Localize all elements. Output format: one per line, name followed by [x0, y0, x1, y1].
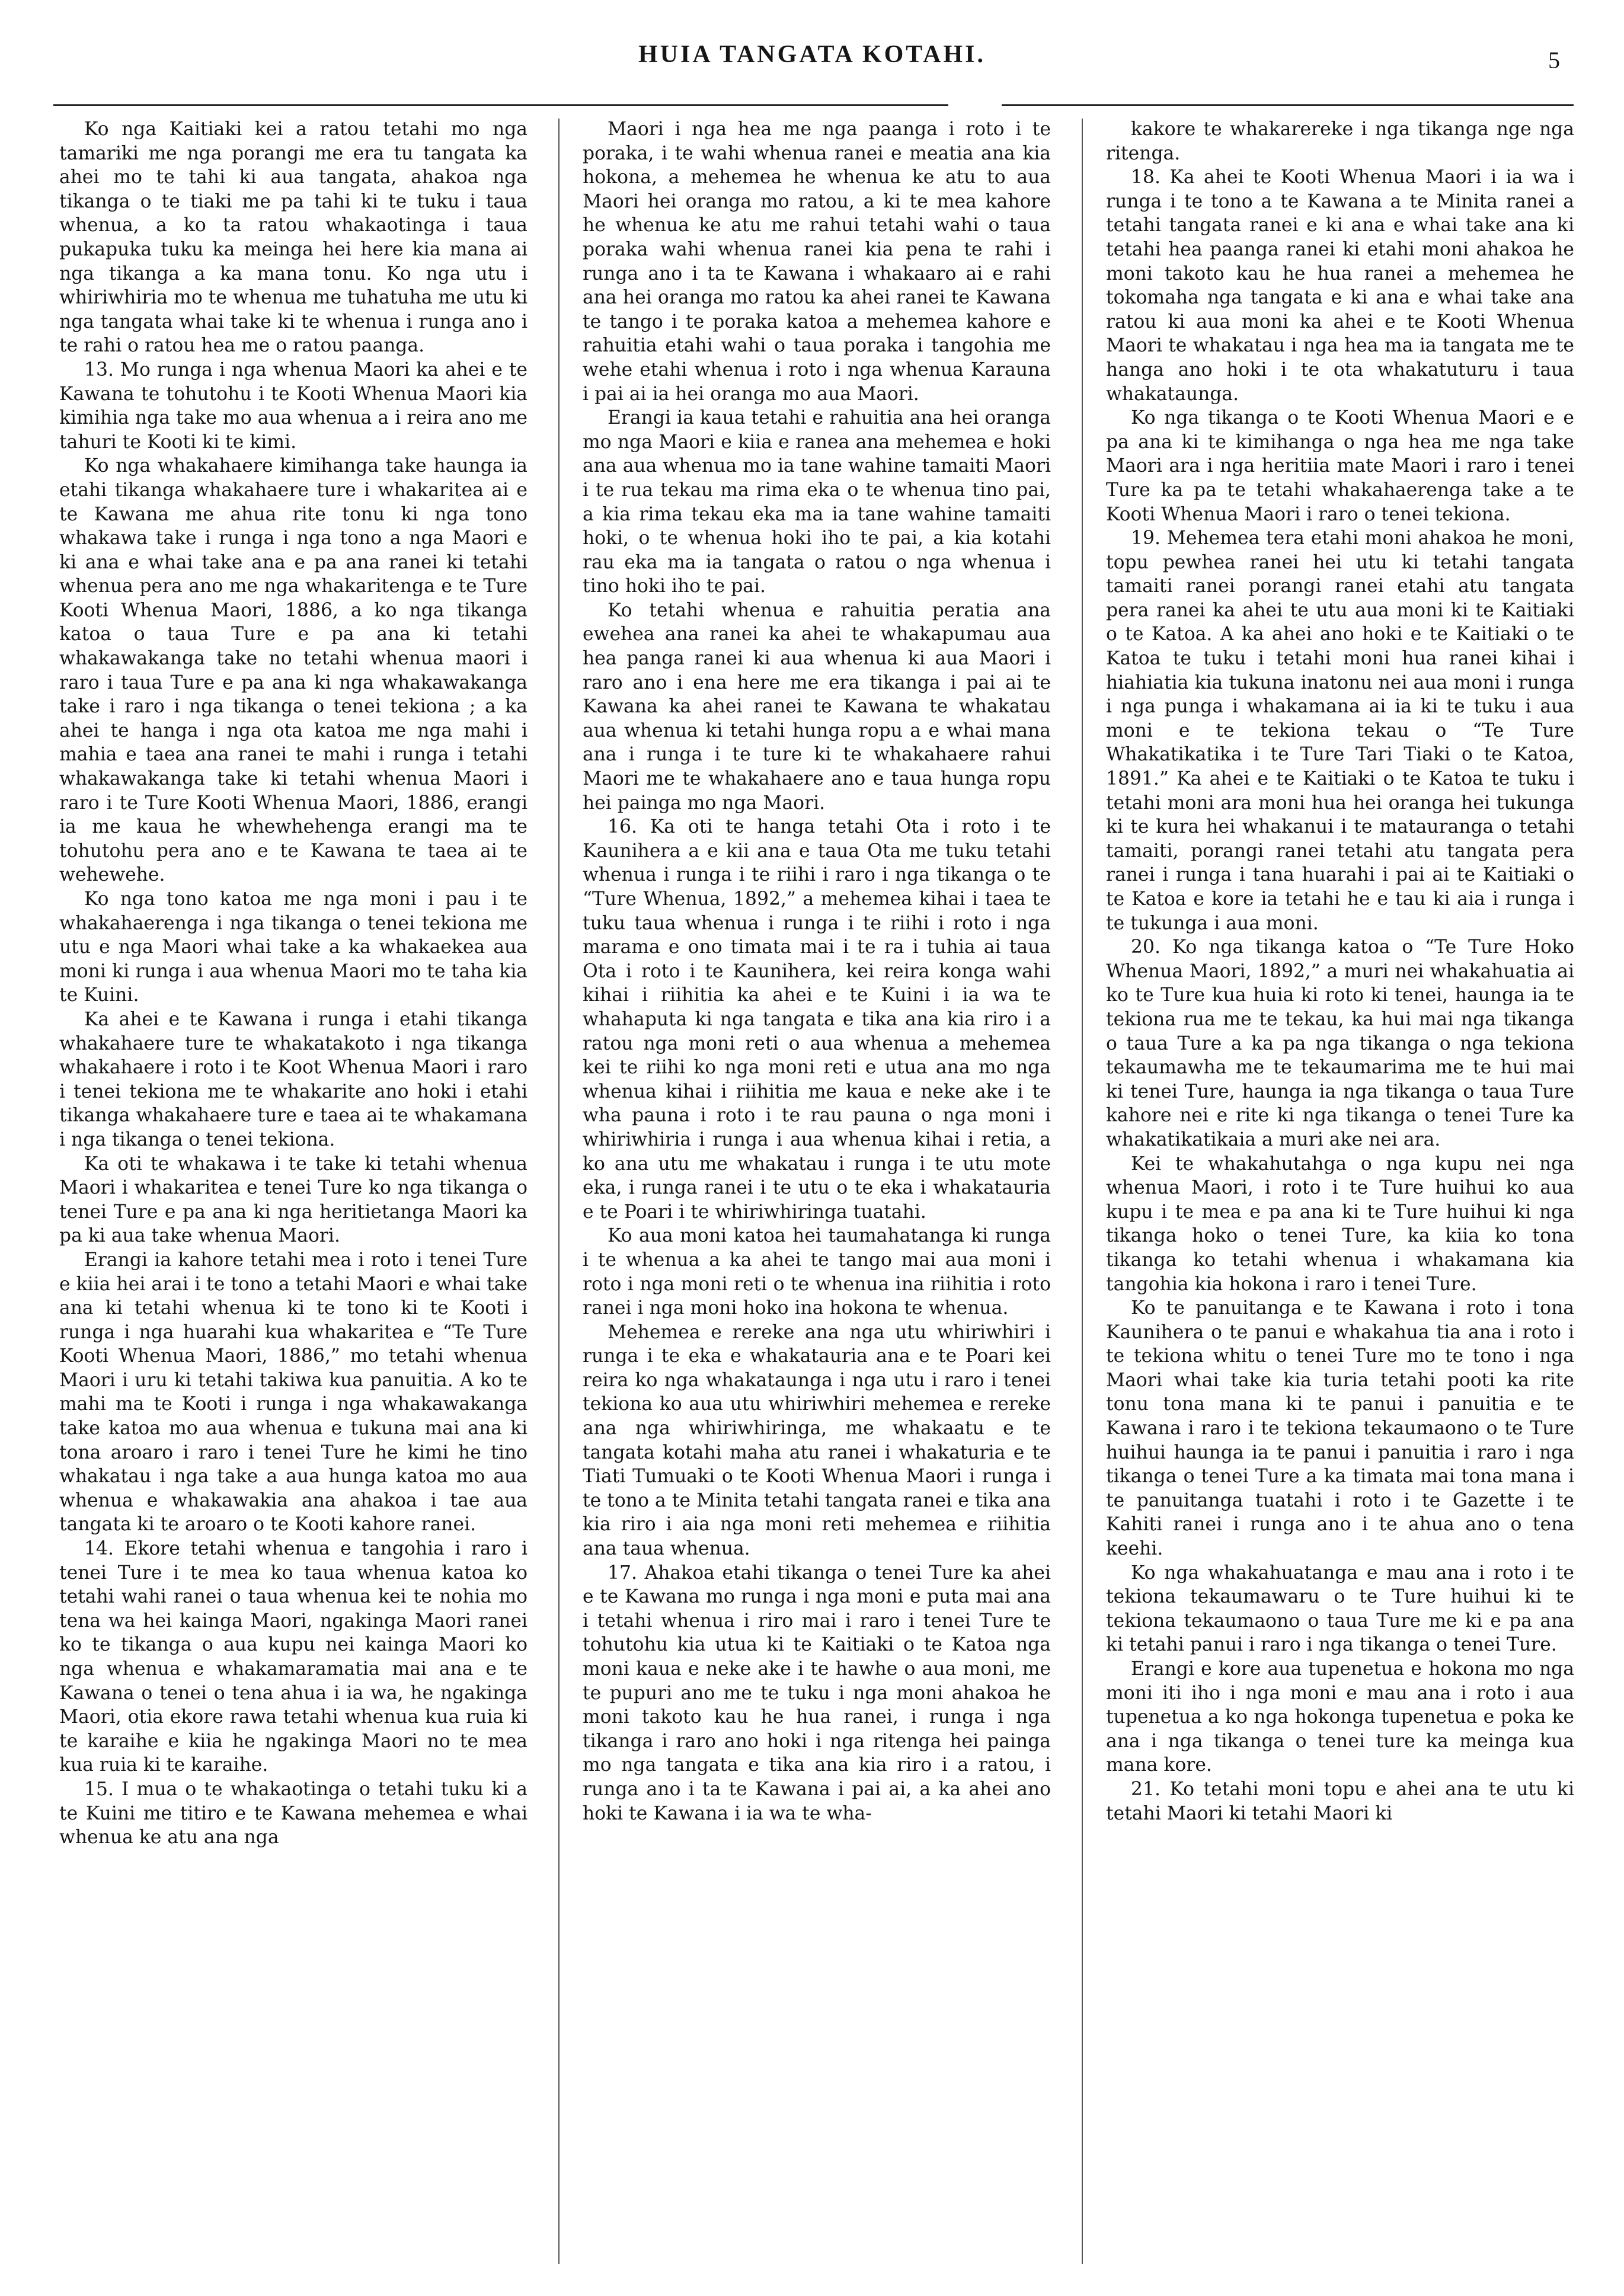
paragraph: 16. Ka oti te hanga tetahi Ota i roto i te Kaunihera a e kii ana e taua Ota me tuku tetahi whenua i runga i te riihi i raro i nga tikanga o te “Ture Whenua, 1892,” a mehemea kihai i taea te tuku taua whenua i runga i te riihi i roto i nga marama e ono timata mai i te ra i tuhia ai taua Ota i roto i te Kaunihera, kei reira konga wahi kihai i riihitia ka ahei e te Kuini i ia wa te whahaputa ki nga tangata e tika ana kia riro i a ratou nga moni reti o aua whenua a mehemea kei te riihi ko nga moni reti e utua ana mo nga whenua kihai i riihitia me kaua e neke ake i te wha pauna i roto i te rau pauna o nga moni i whiriwhiria i runga i aua whenua kihai i retia, a ko ana utu me whakatau i runga i te utu mote eka, i runga ranei i te utu o te eka i whakatauria e te Poari i te whiriwhiringa tuatahi. [583, 816, 1051, 1223]
paragraph: Mehemea e rereke ana nga utu whiriwhiri i runga i te eka e whakatauria ana e te Poari kei reira ko nga whakataunga i nga utu i raro i tenei tekiona ko aua utu whiriwhiri mehemea e rereke ana nga whiriwhiringa, me whakaatu e te tangata kotahi maha atu ranei i whakaturia e te Tiati Tumuaki o te Kooti Whenua Maori i runga i te tono a te Minita tetahi tangata ranei e tika ana kia riro i aia nga moni reti mehemea e riihitia ana taua whenua. [583, 1321, 1051, 1560]
paragraph: Erangi ia kahore tetahi mea i roto i tenei Ture e kiia hei arai i te tono a tetahi Maori e whai take ana ki tetahi whenua ki te tono ki te Kooti i runga i nga huarahi kua whakaritea e “Te Ture Kooti Whenua Maori, 1886,” mo tetahi whenua Maori i uru ki tetahi takiwa kua panuitia. A ko te mahi ma te Kooti i runga i nga whakawakanga take katoa mo aua whenua e tukuna mai ana ki tona aroaro i raro i tenei Ture he kimi he tino whakatau i nga take a aua hunga katoa mo aua whenua e whakawakia ana ahakoa i tae aua tangata ki te aroaro o te Kooti kahore ranei. [59, 1249, 528, 1536]
column-3 [1106, 117, 1574, 1825]
paragraph: Ko nga whakahaere kimihanga take haunga ia etahi tikanga whakahaere ture i whakaritea ai e te Kawana me ahua rite tonu ki nga tono whakawa take i runga i nga tono a nga Maori e ki ana e whai take ana e pa ana ranei ki tetahi whenua pera ano me nga whakaritenga e te Ture Kooti Whenua Maori, 1886, a ko nga tikanga katoa o taua Ture e pa ana ki tetahi whakawakanga take no tetahi whenua maori i raro i taua Ture e pa ana ki nga whakawakanga take i raro i nga tikanga o tenei tekiona ; a ka ahei te hanga i nga ota katoa me nga mahi i mahia e taea ana ranei te mahi i runga i tetahi whakawakanga take ki tetahi whenua Maori i raro i te Ture Kooti Whenua Maori, 1886, erangi ia me kaua he whewhehenga erangi ma te tohutohu pera ano e te Kawana te taea ai te wehewehe. [59, 455, 528, 886]
column-1 [59, 117, 528, 1850]
header-rule-right [1002, 104, 1574, 106]
paragraph: 17. Ahakoa etahi tikanga o tenei Ture ka ahei e te Kawana mo runga i nga moni e puta mai ana i tetahi whenua i riro mai i raro i tenei Ture te tohutohu kia utua ki te Kaitiaki o te Katoa nga moni kaua e neke ake i te hawhe o aua moni, me te pupuri ano me te tuku i nga moni ahakoa he moni takoto kau he hua ranei, i runga i nga tikanga i raro ano hoki i nga ritenga hei painga mo nga tangata e tika ana kia riro i a ratou, i runga ano i ta te Kawana i pai ai, a ka ahei ano hoki te Kawana i ia wa te wha- [583, 1562, 1051, 1824]
paragraph: Kei te whakahutahga o nga kupu nei nga whenua Maori, i roto i te Ture huihui ko aua kupu i te mea e pa ana ki te Ture huihui ki nga tikanga hoko o tenei Ture, ka kiia ko tona tikanga ko tetahi whenua i whakamana kia tangohia kia hokona i raro i tenei Ture. [1106, 1153, 1574, 1295]
paragraph: Ko nga Kaitiaki kei a ratou tetahi mo nga tamariki me nga porangi me era tu tangata ka ahei mo te tahi ki aua tangata, ahakoa nga tikanga o te tiaki me pa tahi ki te tuku i taua whenua, a ko ta ratou whakaotinga i taua pukapuka tuku ka meinga hei here kia mana ai nga tikanga a ka mana tonu. Ko nga utu i whiriwhiria mo te whenua me tuhatuha me utu ki nga tangata whai take ki te whenua i runga ano i te rahi o ratou hea me o ratou paanga. [59, 119, 528, 357]
page-title: HUIA TANGATA KOTAHI. [638, 41, 986, 68]
paragraph: 15. I mua o te whakaotinga o tetahi tuku ki a te Kuini me titiro e te Kawana mehemea e whai whenua ke atu ana nga [59, 1778, 528, 1849]
paragraph: 20. Ko nga tikanga katoa o “Te Ture Hoko Whenua Maori, 1892,” a muri nei whakahuatia ai ko te Ture kua huia ki roto ki tenei, haunga ia te tekiona rua me te tekau, ka hui mai nga tikanga o taua Ture a ka pa nga tikanga o nga tekiona tekaumawha me te tekaumarima me te hui mai ki tenei Ture, haunga ia nga tikanga o taua Ture kahore nei e rite ki nga tikanga o tenei Ture ka whakatikatikaia a muri ake nei ara. [1106, 936, 1574, 1150]
paragraph: Ka oti te whakawa i te take ki tetahi whenua Maori i whakaritea e tenei Ture ko nga tikanga o tenei Ture e pa ana ki nga heritietanga Maori ka pa ki aua take whenua Maori. [59, 1153, 528, 1247]
paragraph: Erangi ia kaua tetahi e rahuitia ana hei oranga mo nga Maori e kiia e ranea ana mehemea e hoki ana aua whenua mo ia tane wahine tamaiti Maori i te rua tekau ma rima eka o te whenua tino pai, a kia rima tekau eka ma ia tane wahine tamaiti hoki, o te whenua hoki iho te pai, a kia kotahi rau eka ma ia tangata o ratou o nga whenua i tino hoki iho te pai. [583, 407, 1051, 597]
paragraph: Ko nga tono katoa me nga moni i pau i te whakahaerenga i nga tikanga o tenei tekiona me utu e nga Maori whai take a ka whakaekea aua moni ki runga i aua whenua Maori mo te taha kia te Kuini. [59, 888, 528, 1006]
paragraph: Erangi e kore aua tupenetua e hokona mo nga moni iti iho i nga moni e mau ana i roto i aua tupenetua a ko nga hokonga tupenetua e poka ke ana i nga tikanga o tenei ture ka meinga kua mana kore. [1106, 1658, 1574, 1776]
paragraph: 18. Ka ahei te Kooti Whenua Maori i ia wa i runga i te tono a te Kawana a te Minita ranei a tetahi tangata ranei e ki ana e whai take ana ki tetahi hea paanga ranei ki etahi moni ahakoa he moni takoto kau he hua ranei a mehemea he tokomaha nga tangata e ki ana e whai take ana ratou ki aua moni ka ahei e te Kooti Whenua Maori te whakatau i nga hea ma ia tangata me te hanga ano hoki i te ota whakatuturu i taua whakataunga. [1106, 167, 1574, 405]
page-number: 5 [1548, 47, 1560, 73]
paragraph: Ko aua moni katoa hei taumahatanga ki runga i te whenua a ka ahei te tango mai aua moni i roto i nga moni reti o te whenua ina riihitia i roto ranei i nga moni hoko ina hokona te whenua. [583, 1225, 1051, 1319]
paragraph: Maori i nga hea me nga paanga i roto i te poraka, i te wahi whenua ranei e meatia ana kia hokona, a mehemea he whenua ke atu to aua Maori hei oranga mo ratou, a ki te mea kahore he whenua ke atu me rahui tetahi wahi o taua poraka wahi whenua ranei kia pena te rahi i runga ano i ta te Kawana i whakaaro ai e rahi ana hei oranga mo ratou ka ahei ranei te Kawana te tango i te poraka katoa a mehemea kahore e rahuitia etahi wahi o taua poraka i tangohia me wehe etahi whenua i roto i nga whenua Karauna i pai ai ia hei oranga mo aua Maori. [583, 119, 1051, 405]
paragraph: 21. Ko tetahi moni topu e ahei ana te utu ki tetahi Maori ki tetahi Maori ki [1106, 1778, 1574, 1824]
paragraph: 19. Mehemea tera etahi moni ahakoa he moni, topu pewhea ranei hei utu ki tetahi tangata tamaiti ranei porangi ranei etahi atu tangata pera ranei ka ahei te utu aua moni ki te Kaitiaki o te Katoa. A ka ahei ano hoki e te Kaitiaki o te Katoa te tuku i tetahi moni hua ranei kihai i hiahiatia kia tukuna inatonu nei aua moni i runga i nga punga i whakamana ai ia ki te tuku i aua moni e te tekiona tekau o “Te Ture Whakatikatika i te Ture Tari Tiaki o te Katoa, 1891.” Ka ahei e te Kaitiaki o te Katoa te tuku i tetahi moni ara moni hua hei oranga hei tukunga ki te kura hei whakanui i te matauranga o tetahi tamaiti, porangi ranei tetahi atu tangata pera ranei i runga i tana huarahi i pai ai te Kaitiaki o te Katoa e kore ia tetahi he e tau ki aia i runga i te tukunga i aua moni. [1106, 527, 1574, 934]
paragraph: Ka ahei e te Kawana i runga i etahi tikanga whakahaere ture te whakatakoto i nga tikanga whakahaere i roto i te Koot Whenua Maori i raro i tenei tekiona me te whakarite ano hoki i etahi tikanga whakahaere ture e taea ai te whakamana i nga tikanga o tenei tekiona. [59, 1008, 528, 1150]
paragraph: 14. Ekore tetahi whenua e tangohia i raro i tenei Ture i te mea ko taua whenua katoa ko tetahi wahi ranei o taua whenua kei te nohia mo tena wa hei kainga Maori, ngakinga Maori ranei ko te tikanga o aua kupu nei kainga Maori ko nga whenua e whakamaramatia mai ana e te Kawana o tenei o tena ahua i ia wa, he ngakinga Maori, otia ekore rawa tetahi whenua kua ruia ki te karaihe e kiia he ngakinga Maori no te mea kua ruia ki te karaihe. [59, 1538, 528, 1776]
paragraph: Ko nga tikanga o te Kooti Whenua Maori e e pa ana ki te kimihanga o nga hea me nga take Maori ara i nga heritiia mate Maori i raro i tenei Ture ka pa te tetahi whakahaerenga take a te Kooti Whenua Maori i raro o tenei tekiona. [1106, 407, 1574, 525]
paragraph: kakore te whakarereke i nga tikanga nge nga ritenga. [1106, 119, 1574, 164]
column-divider-1 [558, 119, 560, 2264]
column-2 [583, 117, 1051, 1825]
header-rule-left [53, 104, 948, 106]
paragraph: 13. Mo runga i nga whenua Maori ka ahei e te Kawana te tohutohu i te Kooti Whenua Maori kia kimihia nga take mo aua whenua a i reira ano me tahuri te Kooti ki te kimi. [59, 359, 528, 453]
paragraph: Ko tetahi whenua e rahuitia peratia ana ewehea ana ranei ka ahei te whakapumau aua hea panga ranei ki aua whenua ki aua Maori i raro ano i ena here me era tikanga i pai ai te Kawana ka ahei ranei te Kawana te whakatau aua whenua ki tetahi hunga ropu a e whai mana ana i runga i te ture ki te whakahaere rahui Maori me te whakahaere ano e taua hunga ropu hei painga mo nga Maori. [583, 599, 1051, 814]
paragraph: Ko nga whakahuatanga e mau ana i roto i te tekiona tekaumawaru o te Ture huihui ki te tekiona tekaumaono o taua Ture me ki e pa ana ki tetahi panui i raro i nga tikanga o tenei Ture. [1106, 1562, 1574, 1656]
masthead [0, 40, 1624, 76]
column-divider-2 [1082, 119, 1083, 2264]
paragraph: Ko te panuitanga e te Kawana i roto i tona Kaunihera o te panui e whakahua tia ana i roto i te tekiona whitu o tenei Ture mo te tono i nga Maori whai take kia turia tetahi pooti ka rite tonu tona mana ki te panui i panuitia e te Kawana i raro i te tekiona tekaumaono o te Ture huihui haunga ia te panui i panuitia i raro i nga tikanga o tenei Ture a ka timata mai tona mana i te panuitanga tuatahi i roto i te Gazette i te Kahiti ranei i runga ano i te ahua ano o tena keehi. [1106, 1297, 1574, 1560]
